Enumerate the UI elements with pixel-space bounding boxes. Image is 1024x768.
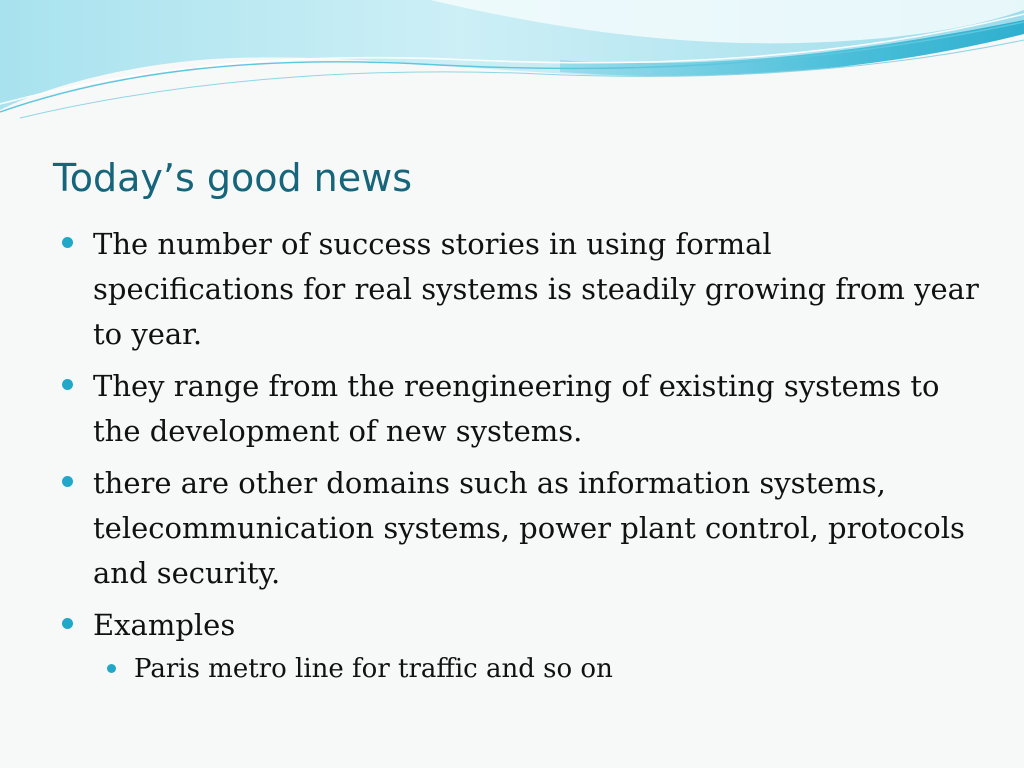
bullet-text: The number of success stories in using formal specifications for real systems is steadily growing from year to year. xyxy=(93,227,979,351)
bullet-item xyxy=(60,603,980,648)
bullet-text: They range from the reengineering of existing systems to the development of new systems. xyxy=(93,369,940,448)
bullet-item xyxy=(60,364,980,454)
bullet-item xyxy=(60,222,980,357)
bullet-text: Examples xyxy=(93,608,236,642)
bullet-dot-icon xyxy=(62,379,73,390)
sub-bullet-dot-icon xyxy=(107,664,116,673)
bullet-text: there are other domains such as information systems, telecommunication systems, power plant control, protocols and security. xyxy=(93,466,965,590)
bullet-item xyxy=(60,461,980,596)
slide-title: Today’s good news xyxy=(53,156,413,200)
sub-bullet-text: Paris metro line for traffic and so on xyxy=(134,654,613,684)
bullet-dot-icon xyxy=(62,476,73,487)
bullet-dot-icon xyxy=(62,618,73,629)
bullet-dot-icon xyxy=(62,237,73,248)
bullet-list xyxy=(60,222,980,689)
header-wave-decoration xyxy=(0,0,1024,120)
sub-bullet-item xyxy=(60,649,980,689)
